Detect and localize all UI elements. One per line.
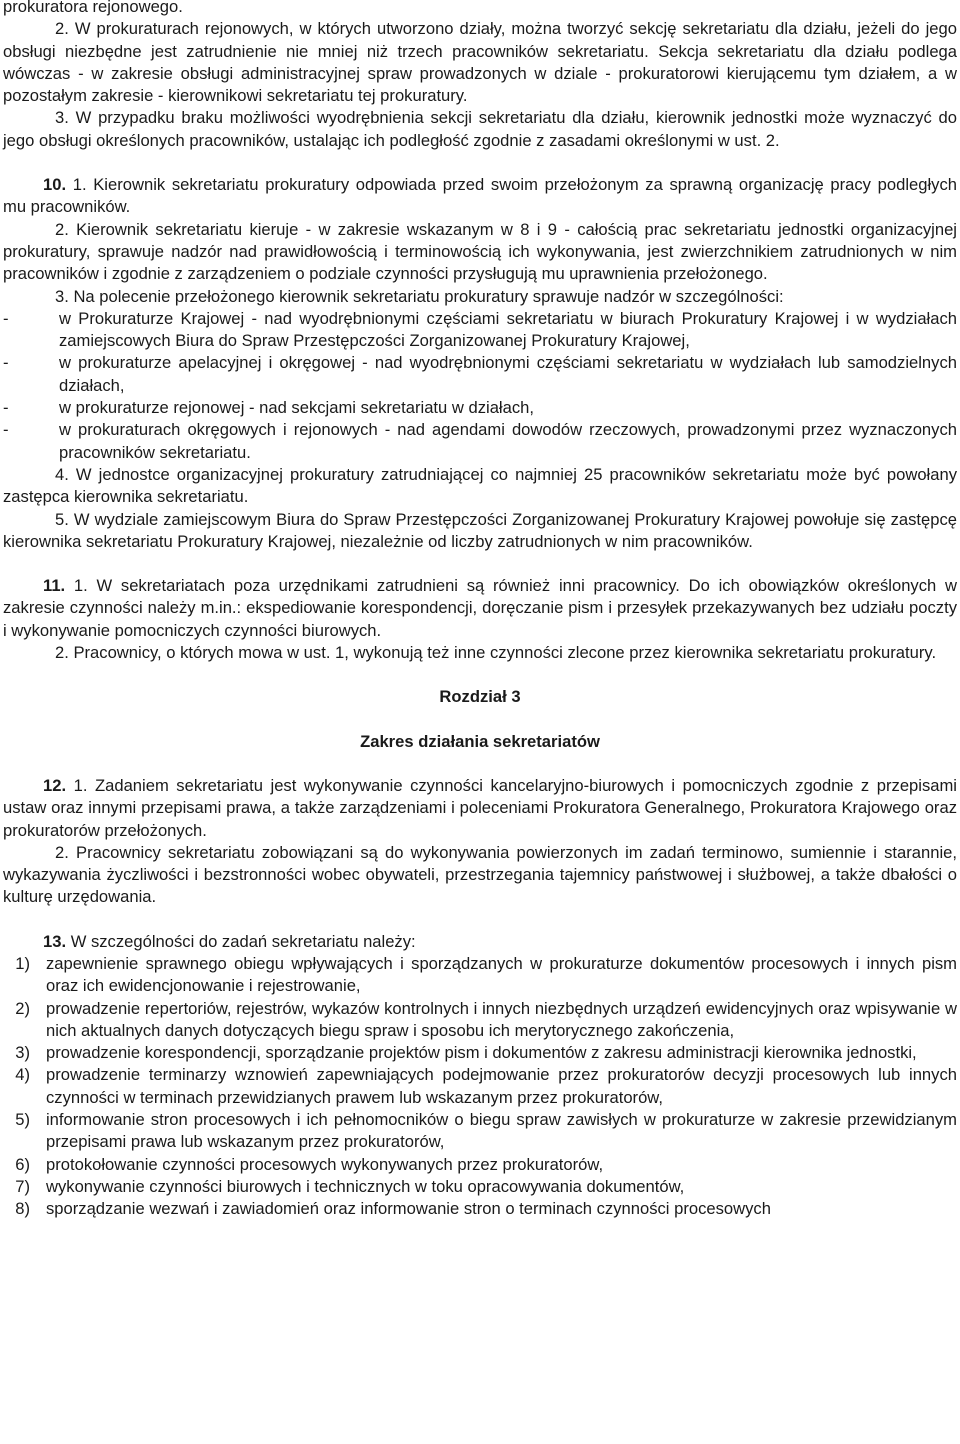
list-item-text: informowanie stron procesowych i ich pełnomocników o biegu spraw zawisłych w prokuraturze w zakresie przewidzianym przepisami prawa lub wskazanym przez prokuratorów, (46, 1110, 957, 1152)
list-marker: 5) (15, 1110, 30, 1130)
paragraph (3, 931, 957, 953)
paragraph-text: W szczególności do zadań sekretariatu należy: (66, 931, 416, 951)
paragraph-spacer (3, 553, 957, 575)
paragraph-text: prokuratora rejonowego. (3, 0, 183, 16)
paragraph (3, 18, 957, 107)
dash-list-item (3, 308, 957, 353)
list-item-text: w Prokuraturze Krajowej - nad wyodrębnionymi częściami sekretariatu w biurach Prokuratury Krajowej i w wydziałach zamiejscowych Biura do Spraw Przestępczości Zorganizowanej Prokuratury Krajowej, (59, 308, 957, 351)
list-item-text: prowadzenie terminarzy wznowień zapewniających podejmowanie przez prokuratorów decyzji procesowych lub innych czynności w terminach przewidzianych prawem lub wskazanym przez prokuratorów, (46, 1065, 957, 1107)
paragraph-text: 2. W prokuraturach rejonowych, w których utworzono działy, można tworzyć sekcję sekretariatu dla działu, jeżeli do jego obsługi niezbędne jest zatrudnienie nie mniej niż trzech pracowników sekretariatu. Sekcja sekretariatu dla działu podlega wówczas - w zakresie obsługi administracyjnej spraw prowadzonych w dziale - prokuratorowi kierującemu tym działem, a w pozostałym zakresie - kierownikowi sekretariatu tej prokuratury. (3, 19, 957, 106)
list-item-text: zapewnienie sprawnego obiegu wpływających i sporządzanych w prokuraturze dokumentów procesowych i innych pism oraz ich ewidencjonowanie i rejestrowanie, (46, 953, 957, 996)
paragraph (3, 775, 957, 842)
paragraph-text: 4. W jednostce organizacyjnej prokuratury zatrudniającej co najmniej 25 pracowników sekretariatu może być powołany zastępca kierownika sekretariatu. (3, 464, 957, 507)
paragraph-text: 3. W przypadku braku możliwości wyodrębnienia sekcji sekretariatu dla działu, kierownik jednostki może wyznaczyć do jego obsługi określonych pracowników, ustalając ich podległość zgodnie z zasadami określonymi w ust. 2. (3, 108, 957, 150)
numbered-list-item (3, 1042, 957, 1064)
section-number: 12. (43, 775, 67, 795)
paragraph (3, 842, 957, 909)
numbered-list-item (3, 1198, 957, 1220)
numbered-list-item (3, 1154, 957, 1176)
paragraph (3, 0, 957, 18)
paragraph-spacer (3, 152, 957, 174)
paragraph-text: 2. Pracownicy, o których mowa w ust. 1, wykonują też inne czynności zlecone przez kierownika sekretariatu prokuratury. (55, 643, 937, 663)
list-marker: 4) (15, 1065, 30, 1085)
list-item-text: protokołowanie czynności procesowych wykonywanych przez prokuratorów, (46, 1154, 604, 1174)
section-number: 13. (43, 931, 67, 951)
dash-list-item (3, 397, 957, 419)
paragraph (3, 174, 957, 219)
list-marker: - (3, 420, 9, 440)
chapter-heading: Rozdział 3 (439, 687, 521, 707)
paragraph-spacer (3, 753, 957, 775)
list-item-text: w prokuraturze apelacyjnej i okręgowej - nad wyodrębnionymi częściami sekretariatu w wydziałach lub samodzielnych działach, (59, 353, 957, 395)
list-marker: - (3, 398, 9, 418)
paragraph-text: 1. Zadaniem sekretariatu jest wykonywanie czynności kancelaryjno-biurowych i pomocniczych zgodnie z przepisami ustaw oraz innymi przepisami prawa, a także zarządzeniami i poleceniami Prokuratora Generalnego, Prokuratora Krajowego oraz prokuratorów przełożonych. (3, 775, 957, 840)
section-number: 11. (43, 576, 66, 596)
dash-list-item (3, 352, 957, 397)
list-marker: - (3, 308, 9, 328)
numbered-list-item (3, 953, 957, 998)
paragraph (3, 509, 957, 554)
list-marker: 7) (15, 1176, 30, 1196)
list-marker: 6) (15, 1154, 30, 1174)
paragraph-spacer (3, 709, 957, 731)
paragraph-spacer (3, 664, 957, 686)
paragraph (3, 575, 957, 642)
list-marker: 1) (15, 953, 30, 973)
numbered-list-item (3, 998, 957, 1043)
list-item-text: prowadzenie repertoriów, rejestrów, wykazów kontrolnych i innych niezbędnych urządzeń ewidencyjnych oraz wpisywanie w nich aktualnych danych dotyczących biegu spraw i sposobu ich merytorycznego zakończenia, (46, 998, 957, 1040)
document-page (3, 0, 957, 1221)
list-item-text: wykonywanie czynności biurowych i technicznych w toku opracowywania dokumentów, (46, 1176, 685, 1196)
list-item-text: w prokuraturach okręgowych i rejonowych - nad agendami dowodów rzeczowych, prowadzonymi przez wyznaczonych pracowników sekretariatu. (59, 420, 957, 462)
paragraph (3, 642, 957, 664)
paragraph (3, 286, 957, 308)
section-number: 10. (43, 175, 67, 195)
numbered-list-item (3, 1176, 957, 1198)
list-marker: 3) (15, 1043, 30, 1063)
list-marker: - (3, 353, 9, 373)
dash-list-item (3, 419, 957, 464)
numbered-list-item (3, 1064, 957, 1109)
list-marker: 2) (15, 998, 30, 1018)
paragraph-text: 1. Kierownik sekretariatu prokuratury odpowiada przed swoim przełożonym za sprawną organizację pracy podległych mu pracowników. (3, 175, 957, 217)
paragraph-text: 2. Pracownicy sekretariatu zobowiązani są do wykonywania powierzonych im zadań terminowo, sumiennie i starannie, wykazywania życzliwości i bezstronności wobec obywateli, przestrzegania tajemnicy państwowej i służbowej, a także dbałości o kulturę urzędowania. (3, 842, 957, 907)
list-item-text: w prokuraturze rejonowej - nad sekcjami sekretariatu w działach, (59, 398, 534, 418)
paragraph-text: 3. Na polecenie przełożonego kierownik sekretariatu prokuratury sprawuje nadzór w szczególności: (55, 286, 784, 306)
paragraph-text: 1. W sekretariatach poza urzędnikami zatrudnieni są również inni pracownicy. Do ich obowiązków określonych w zakresie czynności należy m.in.: ekspediowanie korespondencji, doręczanie pism i przesyłek przekazywanych bez udziału poczty i wykonywanie pomocniczych czynności biurowych. (3, 576, 957, 640)
paragraph-spacer (3, 909, 957, 931)
paragraph-text: 2. Kierownik sekretariatu kieruje - w zakresie wskazanym w 8 i 9 - całością prac sekretariatu jednostki organizacyjnej prokuratury, sprawuje nadzór nad prawidłowością i terminowością ich wykonywania, jest zwierzchnikiem zatrudnionych w nim pracowników i zgodnie z zarządzeniem o podziale czynności przysługują mu uprawnienia przełożonego. (3, 219, 957, 284)
paragraph-text: 5. W wydziale zamiejscowym Biura do Spraw Przestępczości Zorganizowanej Prokuratury Krajowej powołuje się zastępcę kierownika sekretariatu Prokuratury Krajowej, niezależnie od liczby zatrudnionych w nim pracowników. (3, 509, 957, 551)
list-item-text: prowadzenie korespondencji, sporządzanie projektów pism i dokumentów z zakresu administracji kierownika jednostki, (46, 1043, 917, 1063)
paragraph (3, 107, 957, 152)
paragraph (3, 219, 957, 286)
numbered-list-item (3, 1109, 957, 1154)
chapter-heading: Zakres działania sekretariatów (360, 731, 600, 751)
list-marker: 8) (15, 1199, 30, 1219)
list-item-text: sporządzanie wezwań i zawiadomień oraz informowanie stron o terminach czynności procesowych (46, 1199, 771, 1219)
paragraph (3, 464, 957, 509)
